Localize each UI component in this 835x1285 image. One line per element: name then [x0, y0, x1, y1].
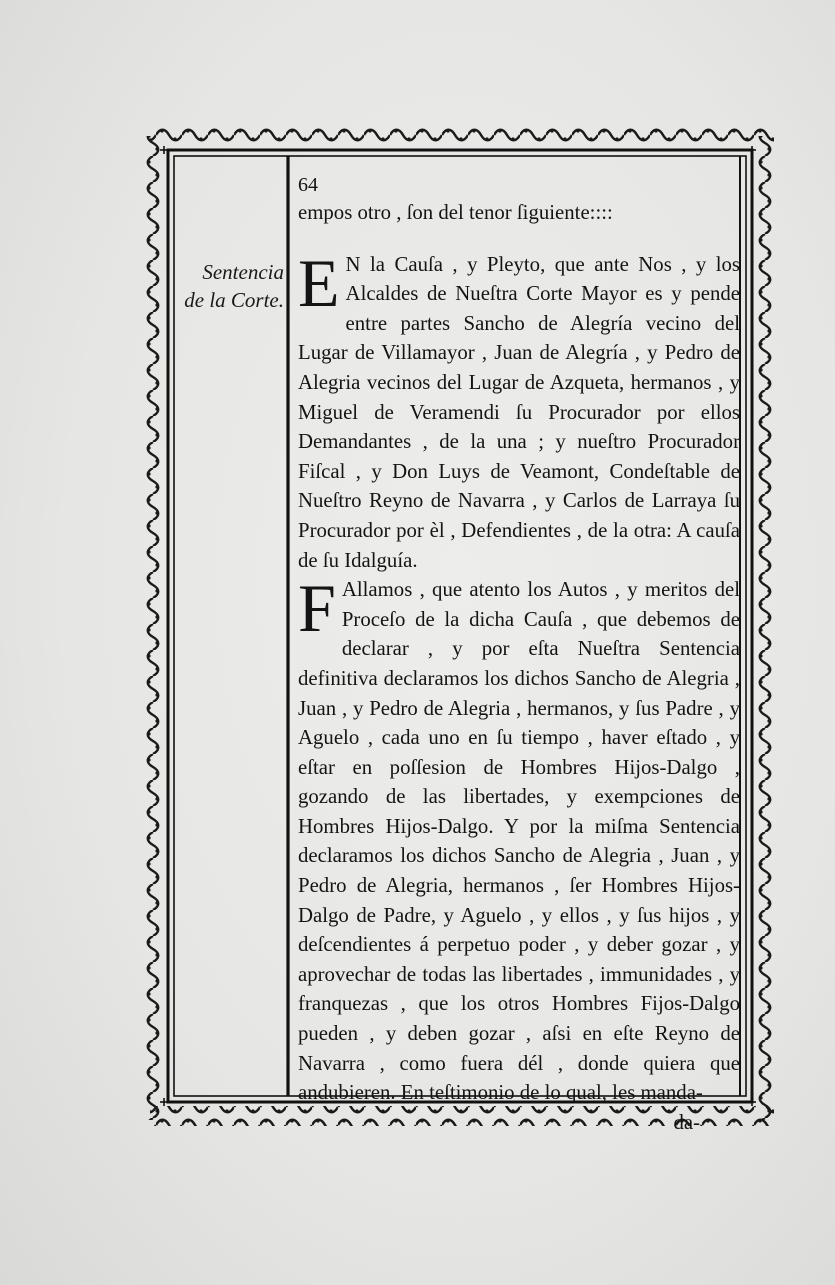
paragraph-text: Allamos , que atento los Autos , y meritos del Proceſo de la dicha Cauſa , que debemos de declarar , y por eſta Nueſtra Sentencia definitiva declaramos los dichos Sancho de Alegria , Juan , y Pedro de Alegria , hermanos, y ſus Padre , y Aguelo , cada uno en ſu tiempo , haver eſtado , y eſtar en poſſesion de Hombres Hijos-Dalgo , gozando de las libertades, y exempciones de Hombres Hijos-Dalgo. Y por la miſma Sentencia declaramos los dichos Sancho de Alegria , Juan , y Pedro de Alegria, hermanos , ſer Hombres Hijos-Dalgo de Padre, y Aguelo , y ellos , y ſus hijos , y deſcendientes á perpetuo poder , y deber gozar , y aprovechar de todas las libertades , immunidades , y franquezas , que los otros Hombres Fijos-Dalgo pueden , y deben gozar , aſsi en eſte Reyno de Navarra , como fuera dél , donde quiera que andubieren. En teſtimonio de lo qual, les manda- [298, 578, 740, 1105]
marginal-note-line: de la Corte. [184, 288, 284, 312]
paragraph-sentence-header [298, 244, 740, 576]
catchword: da- [673, 1110, 700, 1134]
opening-line: empos otro , ſon del tenor ſiguiente:::: [298, 201, 613, 224]
drop-cap-initial: F [298, 570, 336, 647]
marginal-note [166, 258, 284, 314]
paragraph-text: N la Cauſa , y Pleyto, que ante Nos , y los Alcaldes de Nueſtra Corte Mayor es y pende entre partes Sancho de Alegría vecino del Lugar de Villamayor , Juan de Alegría , y Pedro de Alegria vecinos del Lugar de Azqueta, hermanos , y Miguel de Veramendi ſu Procurador por ellos Demandantes , de la una ; y nueſtro Procurador Fiſcal , y Don Luys de Veamont, Condeſtable de Nueſtro Reyno de Navarra , y Carlos de Larraya ſu Procurador por èl , Defendientes , de la otra: A cauſa de ſu Idalguía. [298, 252, 740, 572]
paragraph-ruling [298, 570, 740, 1108]
body-text [298, 198, 740, 1137]
marginal-note-line: Sentencia [202, 260, 284, 284]
page-number: 64 [298, 174, 318, 196]
drop-cap-initial: E [298, 244, 340, 321]
